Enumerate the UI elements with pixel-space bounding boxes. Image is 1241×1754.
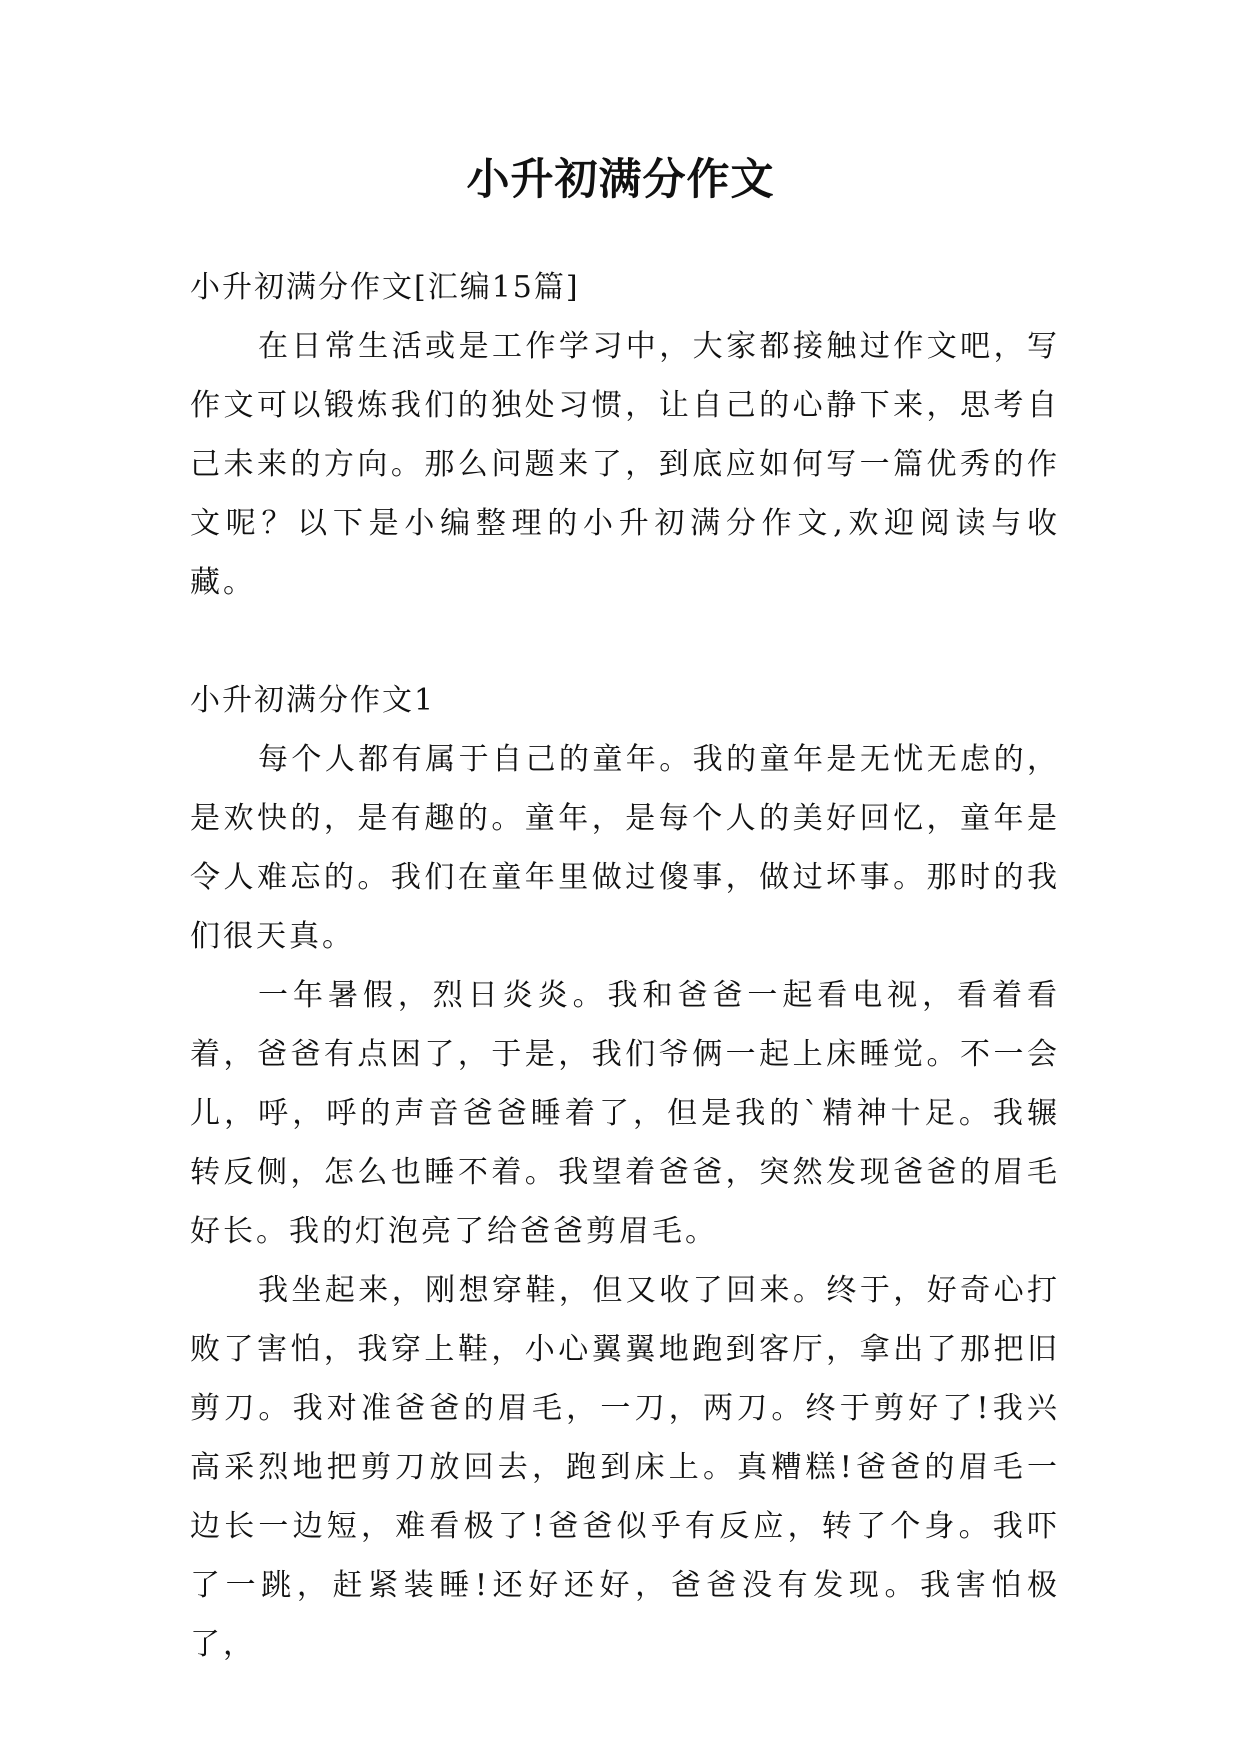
- essay-paragraph: 每个人都有属于自己的童年。我的童年是无忧无虑的，是欢快的，是有趣的。童年，是每个人的美好回忆，童年是令人难忘的。我们在童年里做过傻事，做过坏事。那时的我们很天真。: [190, 742, 1060, 954]
- document-body: [190, 258, 1060, 1674]
- section-spacer: [190, 612, 1060, 671]
- intro-paragraph: 在日常生活或是工作学习中，大家都接触过作文吧，写作文可以锻炼我们的独处习惯，让自己的心静下来，思考自己未来的方向。那么问题来了，到底应如何写一篇优秀的作文呢？以下是小编整理的小升初满分作文,欢迎阅读与收藏。: [190, 329, 1060, 600]
- essay-paragraph: 我坐起来，刚想穿鞋，但又收了回来。终于，好奇心打败了害怕，我穿上鞋，小心翼翼地跑到客厅，拿出了那把旧剪刀。我对准爸爸的眉毛，一刀，两刀。终于剪好了!我兴高采烈地把剪刀放回去，跑到床上。真糟糕!爸爸的眉毛一边长一边短，难看极了!爸爸似乎有反应，转了个身。我吓了一跳，赶紧装睡!还好还好，爸爸没有发现。我害怕极了，: [190, 1273, 1060, 1662]
- document-title: 小升初满分作文: [466, 155, 775, 205]
- document-subtitle: 小升初满分作文[汇编15篇]: [190, 270, 580, 305]
- section-heading: 小升初满分作文1: [190, 683, 436, 718]
- essay-paragraph: 一年暑假，烈日炎炎。我和爸爸一起看电视，看着看着，爸爸有点困了，于是，我们爷俩一起上床睡觉。不一会儿，呼，呼的声音爸爸睡着了，但是我的`精神十足。我辗转反侧，怎么也睡不着。我望着爸爸，突然发现爸爸的眉毛好长。我的灯泡亮了给爸爸剪眉毛。: [190, 978, 1060, 1249]
